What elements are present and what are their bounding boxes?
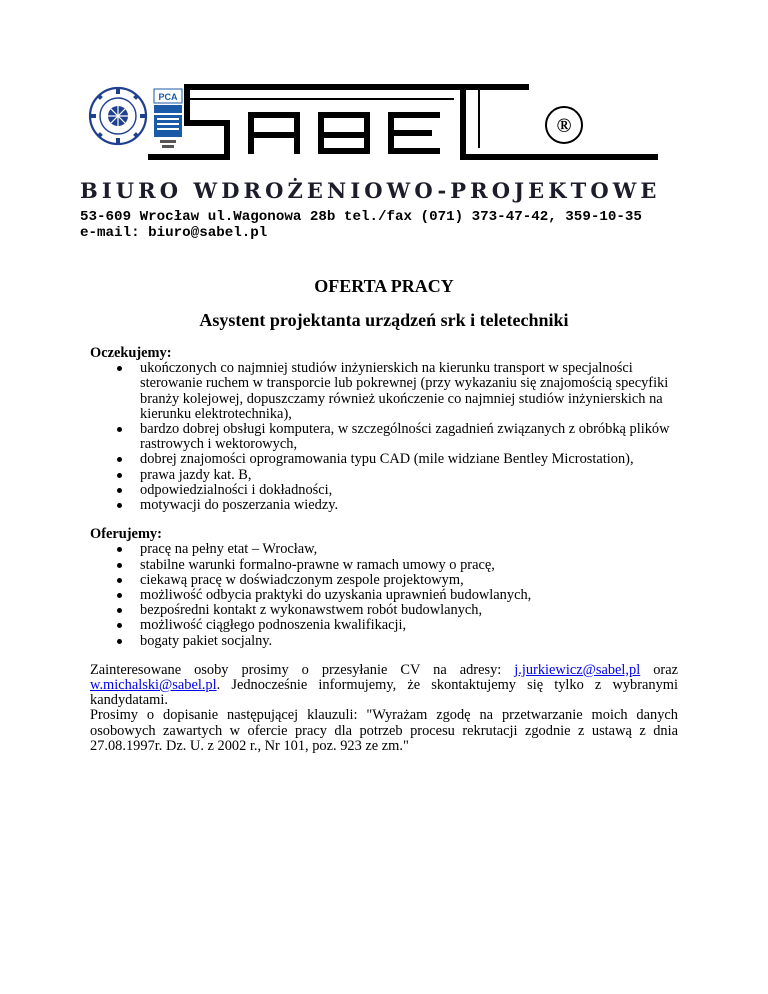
spacer [90,649,678,663]
email-link-michalski[interactable]: w.michalski@sabel.pl [90,677,217,694]
letterhead [0,0,768,245]
svg-text:PCA: PCA [158,92,178,102]
document-body [90,346,678,754]
position-title: Asystent projektanta urządzeń srk i teletechniki [199,310,569,330]
list-item: możliwość ciągłego podnoszenia kwalifikacji, [90,618,678,633]
company-email: e-mail: biuro@sabel.pl [80,225,268,241]
company-address: 53-609 Wrocław ul.Wagonowa 28b tel./fax (071) 373-47-42, 359-10-35 [80,209,642,225]
list-item: prawa jazdy kat. B, [90,468,678,483]
list-item: stabilne warunki formalno-prawne w ramach umowy o pracę, [90,558,678,573]
bullet-icon [117,623,122,628]
registered-trademark-icon [543,104,585,146]
requirements-list [90,361,678,513]
list-item: ukończonych co najmniej studiów inżynierskich na kierunku transport w specjalności sterowanie ruchem w transporcie lub pokrewnej (przy wykazaniu się znajomością specyfiki branży kolejowej, dopuszczamy również ukończenie co najmniej studiów inżynierskich na kierunku elektrotechnika), [90,361,678,422]
bullet-icon [117,563,122,568]
offer-list [90,542,678,648]
list-item: pracę na pełny etat – Wrocław, [90,542,678,557]
bullet-icon [117,488,122,493]
bullet-icon [117,578,122,583]
application-instructions: Zainteresowane osoby prosimy o przesyłanie CV na adresy: j.jurkiewicz@sabel,pl oraz w.michalski@sabel.pl. Jednocześnie informujemy, że skontaktujemy się tylko z wybranymi kandydatami. [90,661,678,709]
closing-section [90,663,678,754]
bullet-icon [117,366,122,371]
bullet-icon [117,457,122,462]
bullet-icon [117,503,122,508]
offer-heading: Oferujemy: [90,526,162,543]
email-link-jurkiewicz[interactable]: j.jurkiewicz@sabel,pl [514,661,641,678]
svg-text:®: ® [556,115,572,137]
list-item: ciekawą pracę w doświadczonym zespole projektowym, [90,573,678,588]
bullet-icon [117,593,122,598]
engineers-chamber-seal-logo [88,86,148,146]
bullet-icon [117,608,122,613]
company-name: BIURO WDROŻENIOWO-PROJEKTOWE [80,178,661,203]
offer-title: OFERTA PRACY [314,276,454,296]
list-item: bezpośredni kontakt z wykonawstwem robót budowlanych, [90,603,678,618]
list-item: motywacji do poszerzania wiedzy. [90,498,678,513]
bullet-icon [117,547,122,552]
consent-clause: Prosimy o dopisanie następującej klauzuli: "Wyrażam zgodę na przetwarzanie moich danych osobowych zawartych w ofercie pracy dla potrzeb procesu rekrutacji zgodnie z ustawą z dnia 27.08.1997r. Dz. U. z 2002 r., Nr 101, poz. 923 ze zm." [90,707,678,754]
list-item: odpowiedzialności i dokładności, [90,483,678,498]
list-item: bardzo dobrej obsługi komputera, w szczególności zagadnień związanych z obróbką plików rastrowych i wektorowych, [90,422,678,452]
bullet-icon [117,639,122,644]
list-item: bogaty pakiet socjalny. [90,634,678,649]
requirements-heading: Oczekujemy: [90,345,172,361]
list-item: dobrej znajomości oprogramowania typu CAD (mile widziane Bentley Microstation), [90,452,678,467]
bullet-icon [117,427,122,432]
bullet-icon [117,473,122,478]
list-item: możliwość odbycia praktyki do uzyskania uprawnień budowlanych, [90,588,678,603]
spacer [90,513,678,527]
